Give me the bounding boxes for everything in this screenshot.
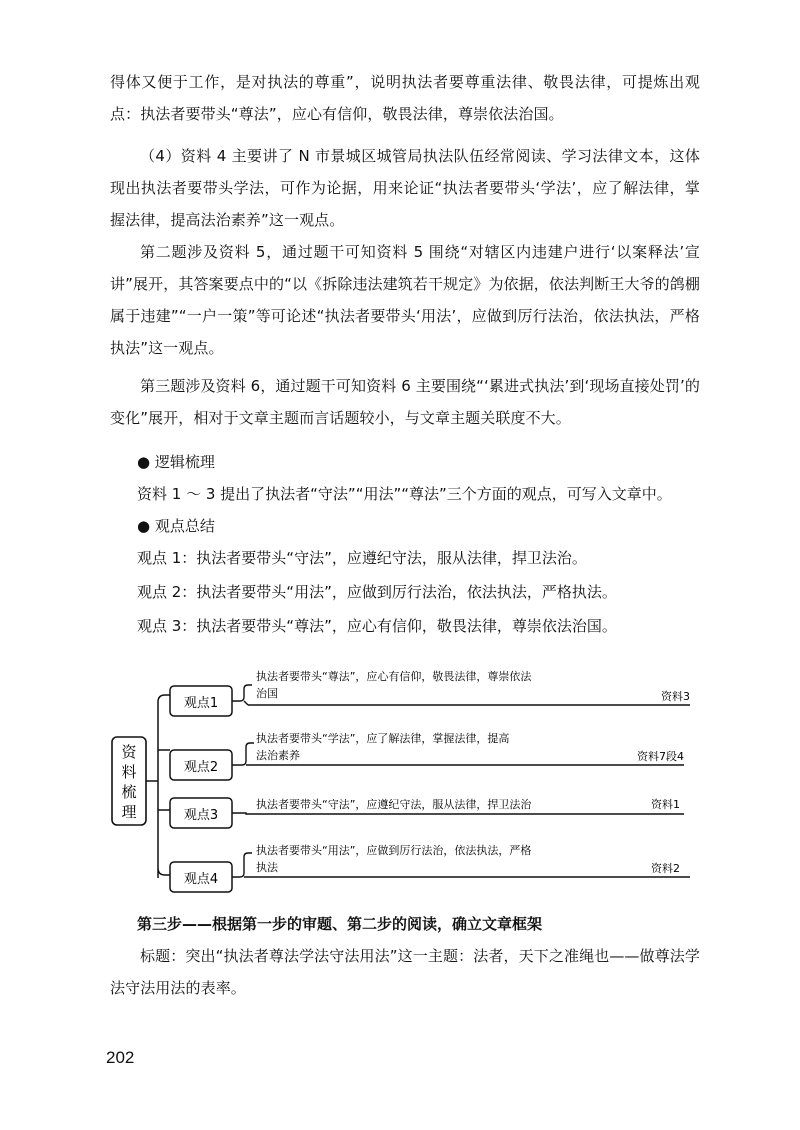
root-char-3: 梳 [121, 783, 137, 801]
view-2-label: 观点2 [183, 760, 219, 775]
paragraph-4: 第三题涉及资料 6，通过题干可知资料 6 主要围绕“‘累进式执法’到‘现场直接处罚’的变化”展开，相对于文章主题而言话题较小，与文章主题关联度不大。 [110, 377, 700, 427]
root-char-4: 理 [121, 803, 137, 821]
view-1-label: 观点1 [183, 696, 219, 711]
paragraph-2: （4）资料 4 主要讲了 N 市景城区城管局执法队伍经常阅读、学习法律文本，这体现出执法者要带头学法，可作为论据，用来论证“执法者要带头‘学法’，应了解法律，掌握法律，提高法治素养”这一观点。 [110, 147, 700, 229]
view-1-source: 资料3 [661, 690, 690, 703]
view-4-text-2: 执法 [256, 861, 278, 874]
mind-map-diagram [0, 650, 800, 905]
view-2-source: 资料7段4 [637, 750, 684, 763]
paragraph-1: 得体又便于工作，是对执法的尊重”，说明执法者要尊重法律、敬畏法律，可提炼出观点：执法者要带头“尊法”，应心有信仰，敬畏法律，尊崇依法治国。 [110, 73, 700, 123]
paragraph-3: 第二题涉及资料 5，通过题干可知资料 5 围绕“对辖区内违建户进行‘以案释法’宣讲”展开，其答案要点中的“以《拆除违法建筑若干规定》为依据，依法判断王大爷的鸽棚属于违建”“一户一策”等可论述“执法者要带头‘用法’，应做到厉行法治，依法执法，严格执法”这一观点。 [110, 243, 700, 357]
root-char-2: 料 [121, 763, 137, 781]
view-1-text-2: 治国 [256, 687, 278, 700]
view-4-label: 观点4 [183, 872, 219, 887]
page-number: 202 [106, 1048, 135, 1067]
view-3-source: 资料1 [651, 798, 680, 811]
logic-line: 资料 1 ～ 3 提出了执法者“守法”“用法”“尊法”三个方面的观点，可写入文章中。 [137, 485, 672, 503]
view-4-source: 资料2 [651, 862, 680, 875]
connector-lines [146, 695, 170, 878]
bullet-summary: ● 观点总结 [137, 517, 215, 535]
root-char-1: 资 [121, 743, 137, 761]
view-3-label: 观点3 [183, 808, 219, 823]
step-3-heading: 第三步——根据第一步的审题、第二步的阅读，确立文章框架 [137, 915, 543, 933]
view-3-text: 执法者要带头“守法”，应遵纪守法，服从法律，捍卫法治 [256, 798, 532, 811]
view-3: 观点 3：执法者要带头“尊法”，应心有信仰，敬畏法律，尊崇依法治国。 [137, 617, 617, 635]
bullet-logic: ● 逻辑梳理 [137, 453, 215, 471]
view-2: 观点 2：执法者要带头“用法”，应做到厉行法治，依法执法，严格执法。 [137, 583, 617, 601]
view-2-text-2: 法治素养 [256, 749, 300, 762]
view-2-text: 执法者要带头“学法”，应了解法律，掌握法律，提高 [256, 732, 510, 745]
view-1: 观点 1：执法者要带头“守法”，应遵纪守法，服从法律，捍卫法治。 [137, 549, 587, 567]
view-1-text: 执法者要带头“尊法”，应心有信仰，敬畏法律，尊崇依法 [256, 670, 532, 683]
view-4-text: 执法者要带头“用法”，应做到厉行法治，依法执法，严格 [256, 844, 532, 857]
title-paragraph: 标题：突出“执法者尊法学法守法用法”这一主题：法者，天下之准绳也——做尊法学法守法用法的表率。 [110, 947, 700, 997]
